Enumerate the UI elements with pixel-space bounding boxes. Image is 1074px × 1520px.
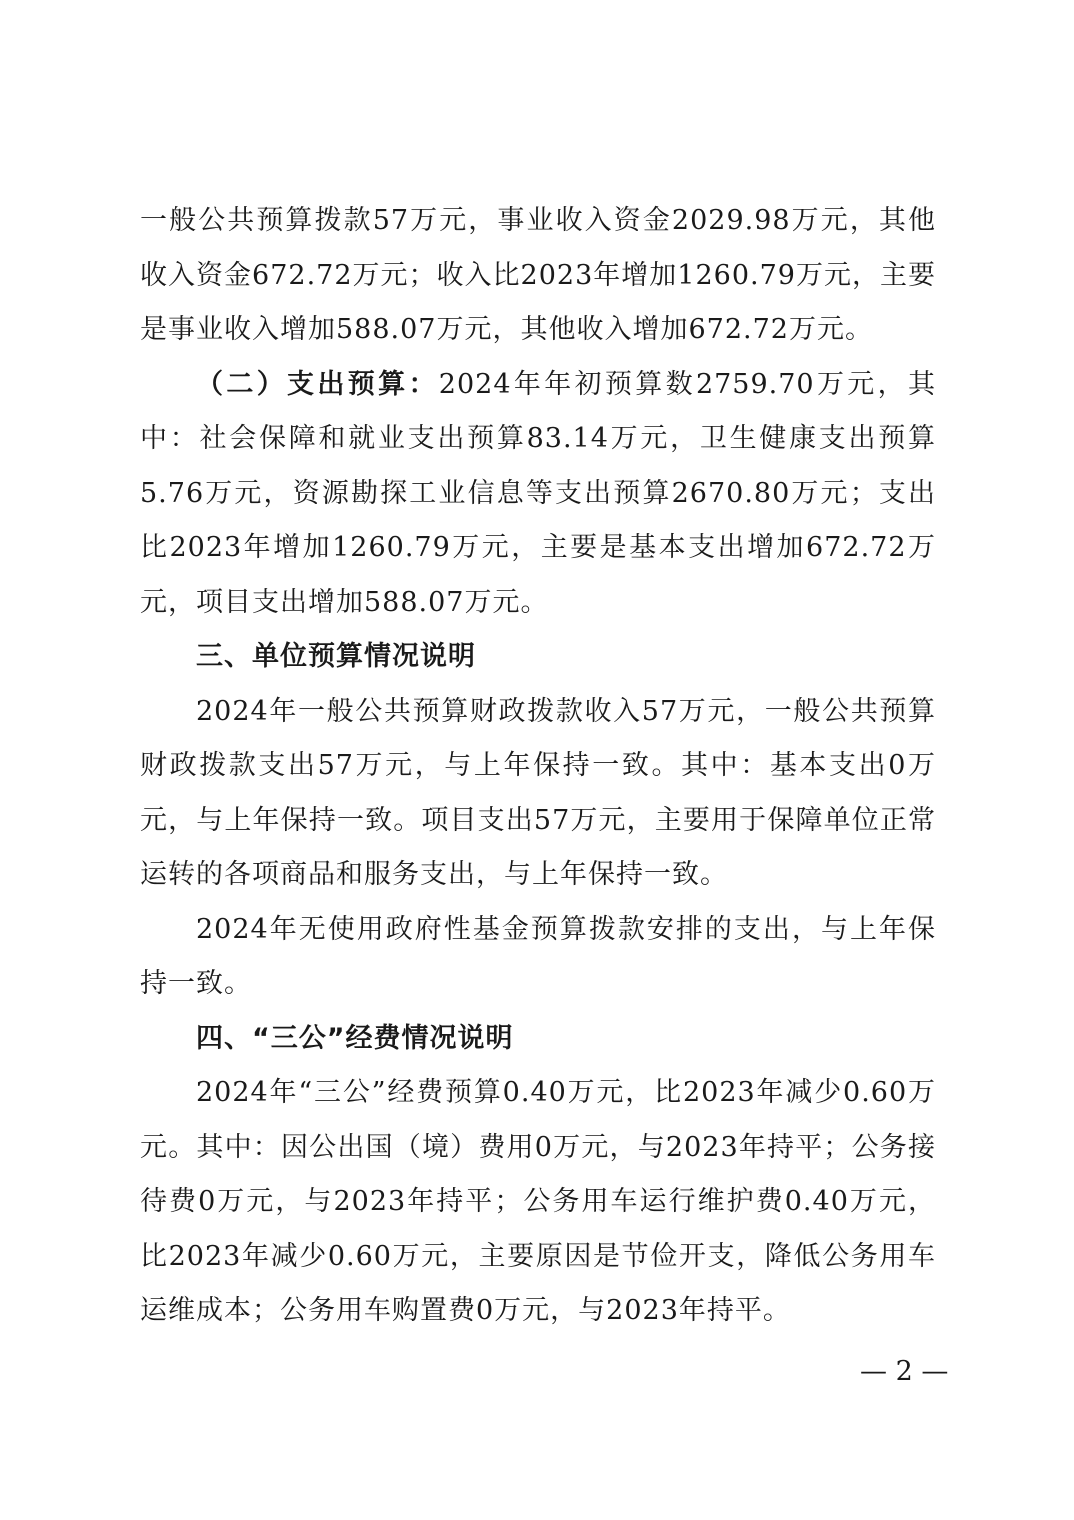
section-heading-three-public: 四、“三公”经费情况说明 — [196, 1022, 514, 1054]
paragraph-government-fund: 2024年无使用政府性基金预算拨款安排的支出，与上年保持一致。 — [140, 913, 936, 999]
expenditure-text: 2024年年初预算数2759.70万元，其中：社会保障和就业支出预算83.14万元，卫生健康支出预算5.76万元，资源勘探工业信息等支出预算2670.80万元；支出比2023年增加1260.79万元，主要是基本支出增加672.72万元，项目支出增加588.07万元。 — [140, 368, 936, 618]
document-body — [140, 194, 936, 1339]
subheading-expenditure: （二）支出预算： — [196, 368, 439, 400]
paragraph-three-public-expenses: 2024年“三公”经费预算0.40万元，比2023年减少0.60万元。其中：因公出国（境）费用0万元，与2023年持平；公务接待费0万元，与2023年持平；公务用车运行维护费0.40万元，比2023年减少0.60万元，主要原因是节俭开支，降低公务用车运维成本；公务用车购置费0万元，与2023年持平。 — [140, 1077, 936, 1326]
paragraph-expenditure-budget — [140, 358, 936, 631]
section-heading-unit-budget: 三、单位预算情况说明 — [196, 641, 476, 672]
page-number: — 2 — — [860, 1356, 949, 1387]
paragraph-income-detail: 一般公共预算拨款57万元，事业收入资金2029.98万元，其他收入资金672.72万元；收入比2023年增加1260.79万元，主要是事业收入增加588.07万元，其他收入增加672.72万元。 — [140, 205, 936, 345]
paragraph-general-budget: 2024年一般公共预算财政拨款收入57万元，一般公共预算财政拨款支出57万元，与上年保持一致。其中：基本支出0万元，与上年保持一致。项目支出57万元，主要用于保障单位正常运转的各项商品和服务支出，与上年保持一致。 — [140, 695, 936, 890]
